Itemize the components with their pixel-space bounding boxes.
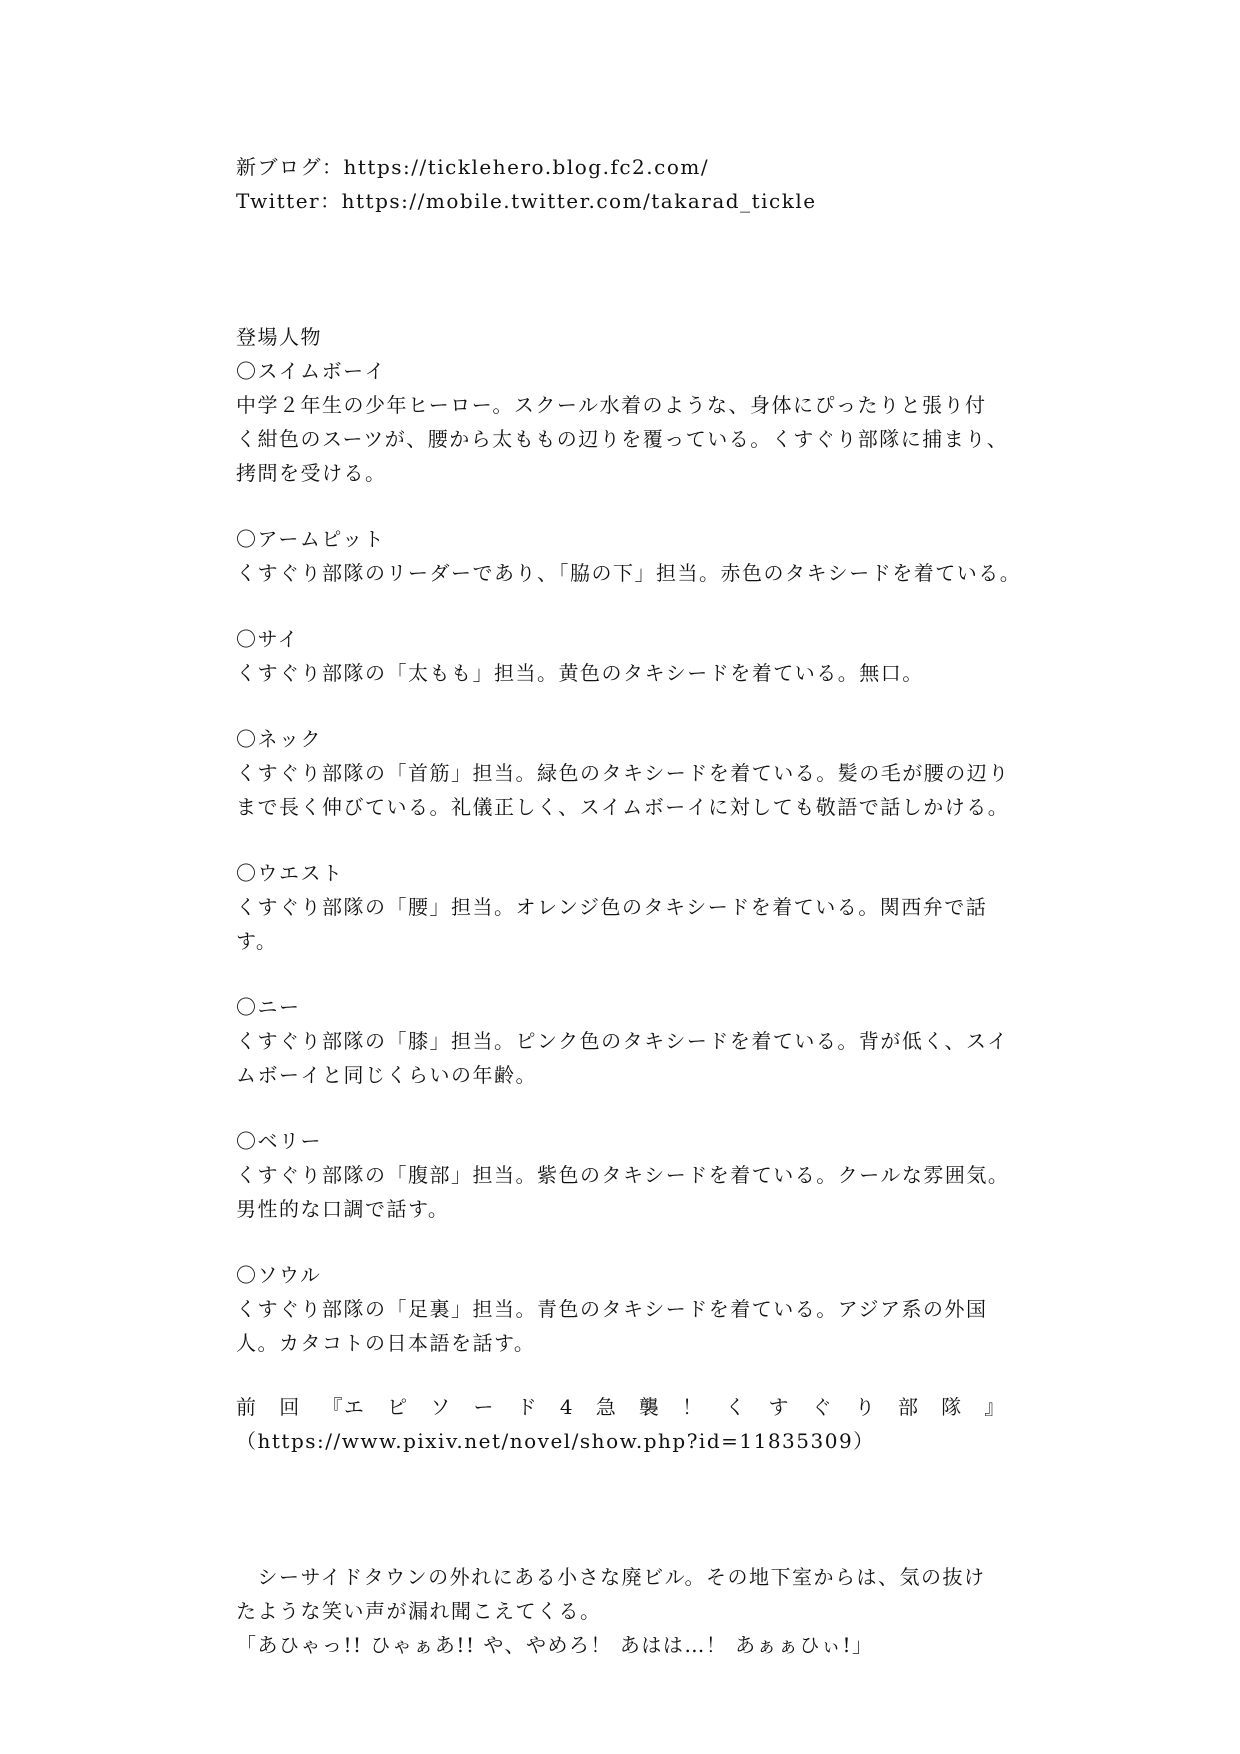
previous-token: 』	[984, 1395, 1006, 1419]
character-name: 〇サイ	[236, 627, 300, 651]
character-desc-line: くすぐり部隊の「太もも」担当。黄色のタキシードを着ている。無口。	[236, 661, 924, 685]
previous-token: ド	[516, 1395, 539, 1419]
story-body	[236, 1560, 1006, 1662]
character-desc-line: 男性的な口調で話す。	[236, 1197, 450, 1221]
character-entry	[236, 1124, 1010, 1226]
character-desc-line: まで長く伸びている。礼儀正しく、スイムボーイに対しても敬語で話しかける。	[236, 795, 1010, 819]
character-name: 〇ネック	[236, 727, 322, 751]
previous-token: 襲	[638, 1395, 661, 1419]
character-desc-line: 人。カタコトの日本語を話す。	[236, 1331, 536, 1355]
previous-token: 前	[236, 1395, 258, 1419]
character-entry	[236, 722, 1010, 824]
previous-token: ー	[473, 1395, 495, 1419]
character-desc-line: くすぐり部隊のリーダーであり、「脇の下」担当。赤色のタキシードを着ている。	[236, 561, 1022, 585]
character-desc-line: くすぐり部隊の「膝」担当。ピンク色のタキシードを着ている。背が低く、スイ	[236, 1029, 1009, 1053]
character-desc-line: 中学２年生の少年ヒーロー。スクール水着のような、身体にぴったりと張り付	[236, 393, 987, 417]
previous-token: 急	[595, 1395, 618, 1419]
character-entry	[236, 856, 1006, 958]
story-line: 「あひゃっ!! ひゃぁあ!! や、やめろ！ あはは…！ あぁぁひぃ!」	[236, 1633, 874, 1657]
character-desc-line: ムボーイと同じくらいの年齢。	[236, 1063, 537, 1087]
previous-token: す	[768, 1395, 790, 1419]
character-desc-line: くすぐり部隊の「腹部」担当。紫色のタキシードを着ている。クールな雰囲気。	[236, 1163, 1010, 1187]
character-desc-line: く紺色のスーツが、腰から太ももの辺りを覆っている。くすぐり部隊に捕まり、	[236, 427, 1009, 451]
character-entry	[236, 990, 1009, 1092]
previous-token: ぐ	[811, 1395, 834, 1419]
previous-token: 『エ	[322, 1395, 366, 1419]
previous-token: 回	[279, 1395, 301, 1419]
twitter-link-line[interactable]: Twitter：https://mobile.twitter.com/takarad_tickle	[236, 189, 817, 213]
previous-token: ソ	[430, 1395, 452, 1419]
character-entry	[236, 1258, 1006, 1360]
character-name: 〇スイムボーイ	[236, 359, 387, 383]
previous-episode-title	[236, 1390, 1006, 1424]
character-desc-line: くすぐり部隊の「足裏」担当。青色のタキシードを着ている。アジア系の外国	[236, 1297, 988, 1321]
character-desc-line: 拷問を受ける。	[236, 461, 387, 485]
character-name: 〇ウエスト	[236, 861, 344, 885]
character-name: 〇ベリー	[236, 1129, 322, 1153]
document-body	[236, 150, 1022, 1662]
character-entry	[236, 354, 1009, 490]
story-line: たような笑い声が漏れ聞こえてくる。	[236, 1599, 602, 1623]
character-entry	[236, 622, 1006, 690]
character-name: 〇ソウル	[236, 1263, 322, 1287]
character-name: 〇ニー	[236, 995, 301, 1019]
character-desc-line: くすぐり部隊の「腰」担当。オレンジ色のタキシードを着ている。関西弁で話	[236, 895, 988, 919]
previous-token: り	[854, 1395, 877, 1419]
previous-token: 隊	[941, 1395, 963, 1419]
previous-token: ！	[682, 1395, 704, 1419]
character-name: 〇アームピット	[236, 527, 386, 551]
previous-token: 部	[898, 1395, 920, 1419]
character-entry	[236, 522, 1022, 590]
blog-link-line[interactable]: 新ブログ：https://ticklehero.blog.fc2.com/	[236, 155, 710, 179]
previous-episode-link[interactable]: （https://www.pixiv.net/novel/show.php?id=11835309）	[236, 1429, 875, 1453]
previous-token: 4	[559, 1395, 575, 1419]
previous-token: く	[725, 1395, 747, 1419]
characters-heading: 登場人物	[236, 325, 322, 349]
character-desc-line: くすぐり部隊の「首筋」担当。緑色のタキシードを着ている。髪の毛が腰の辺り	[236, 761, 1010, 785]
story-line: シーサイドタウンの外れにある小さな廃ビル。その地下室からは、気の抜け	[236, 1565, 986, 1589]
previous-token: ピ	[387, 1395, 409, 1419]
character-desc-line: す。	[236, 929, 278, 953]
